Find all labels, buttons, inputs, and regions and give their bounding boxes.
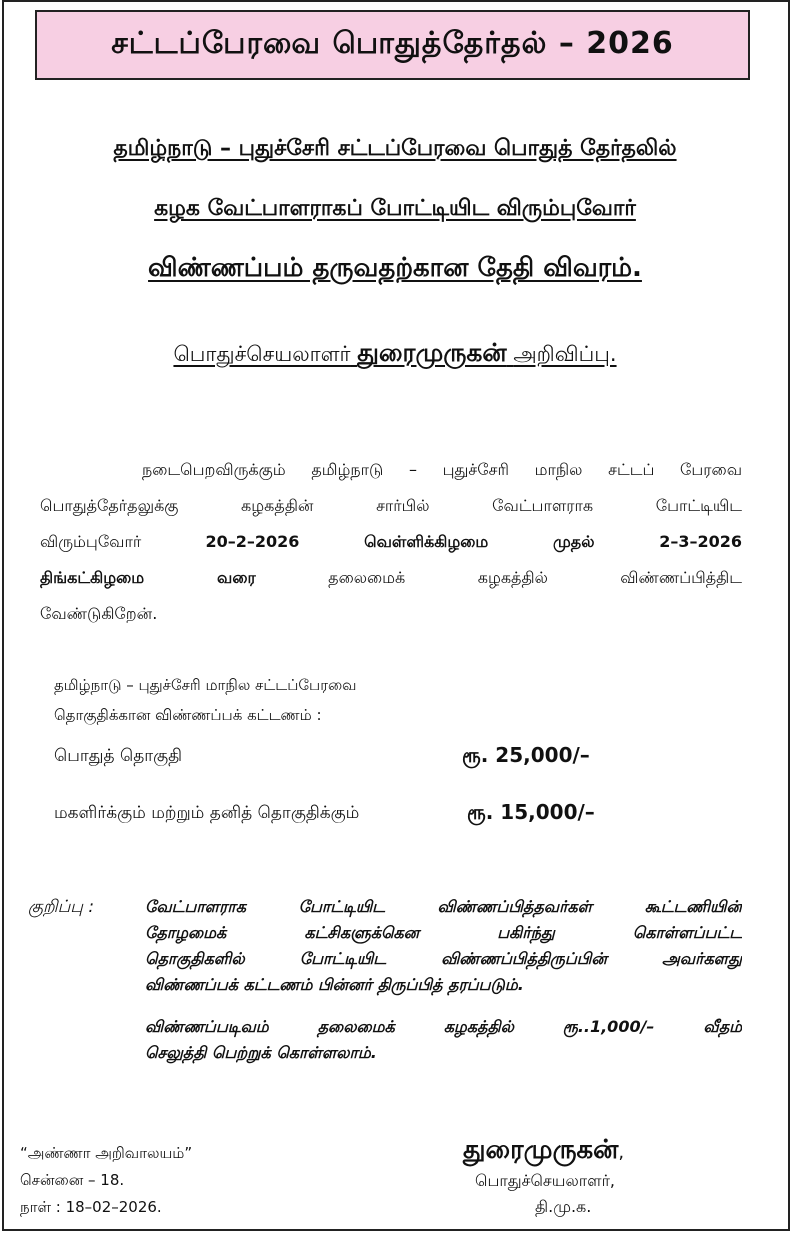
paragraph-line [40,524,742,560]
signatory-comma: , [618,1142,625,1163]
paragraph-text: தலைமைக் கழகத்தில் விண்ணப்பித்திட [328,568,742,587]
designation: பொதுச்செயலாளர், [475,1171,616,1190]
announcement-paragraph [40,452,742,632]
note-line: செலுத்தி பெற்றுக் கொள்ளலாம். [145,1043,377,1062]
reserved-constituency-fee: ரூ. 15,000/– [467,800,595,824]
page-title: சட்டப்பேரவை பொதுத்தேர்தல் – 2026 [35,10,750,80]
paragraph-line: பொதுத்தேர்தலுக்கு கழகத்தின் சார்பில் வேட்பாளராக போட்டியிட [40,496,742,515]
heading-line-3: விண்ணப்பம் தருவதற்கான தேதி விவரம். [148,253,642,283]
fee-label-line-1: தமிழ்நாடு – புதுச்சேரி மாநில சட்டப்பேரவை [54,676,357,694]
note-line: வேட்பாளராக போட்டியிட விண்ணப்பித்தவர்கள் கூட்டணியின் [145,897,742,916]
paragraph-line: நடைபெறவிருக்கும் தமிழ்நாடு – புதுச்சேரி மாநில சட்டப் பேரவை [142,460,742,479]
note-line: விண்ணப்பக் கட்டணம் பின்னர் திருப்பித் தரப்படும். [145,975,524,994]
announcer-prefix: பொதுச்செயலாளர் [173,342,351,366]
signatory-name: துரைமுருகன் [463,1135,619,1165]
paragraph-text: விரும்புவோர் [40,532,142,551]
general-constituency-fee: ரூ. 25,000/– [462,743,590,767]
city: சென்னை – 18. [20,1171,125,1189]
party-name: தி.மு.க. [535,1197,592,1216]
date-range-start: 20–2–2026 வெள்ளிக்கிழமை முதல் 2–3–2026 [205,532,742,551]
signatory-line [463,1135,663,1168]
note-line: விண்ணப்படிவம் தலைமைக் கழகத்தில் ரூ..1,000/– வீதம் [145,1017,742,1036]
note-paragraph-1 [145,894,742,998]
announcer-suffix: அறிவிப்பு. [513,342,617,366]
note-paragraph-2 [145,1014,742,1066]
heading-line-1: தமிழ்நாடு – புதுச்சேரி சட்டப்பேரவை பொதுத் தேர்தலில் [113,136,677,161]
signature-block [463,1135,663,1220]
note-line: தொகுதிகளில் போட்டியிட விண்ணப்பித்திருப்பின் அவர்களது [145,949,742,968]
address-block [20,1140,192,1221]
paragraph-line: வேண்டுகிறேன். [40,604,158,623]
note-line: தோழமைக் கட்சிகளுக்கென பகிர்ந்து கொள்ளப்பட்ட [145,923,742,942]
date-range-end: திங்கட்கிழமை வரை [40,568,256,587]
general-constituency-label: பொதுத் தொகுதி [54,746,183,766]
heading-line-2: கழக வேட்பாளராகப் போட்டியிட விரும்புவோர் [154,196,636,221]
note-label: குறிப்பு : [28,897,95,917]
fee-label-line-2: தொகுதிக்கான விண்ணப்பக் கட்டணம் : [54,706,322,724]
date: நாள் : 18–02–2026. [20,1198,162,1216]
reserved-constituency-label: மகளிர்க்கும் மற்றும் தனித் தொகுதிக்கும் [54,803,360,823]
announcer-name: துரைமுருகன் [357,338,507,367]
paragraph-line [40,560,742,596]
announcement-heading [0,338,790,371]
office-name: “அண்ணா அறிவாலயம்” [20,1144,193,1162]
